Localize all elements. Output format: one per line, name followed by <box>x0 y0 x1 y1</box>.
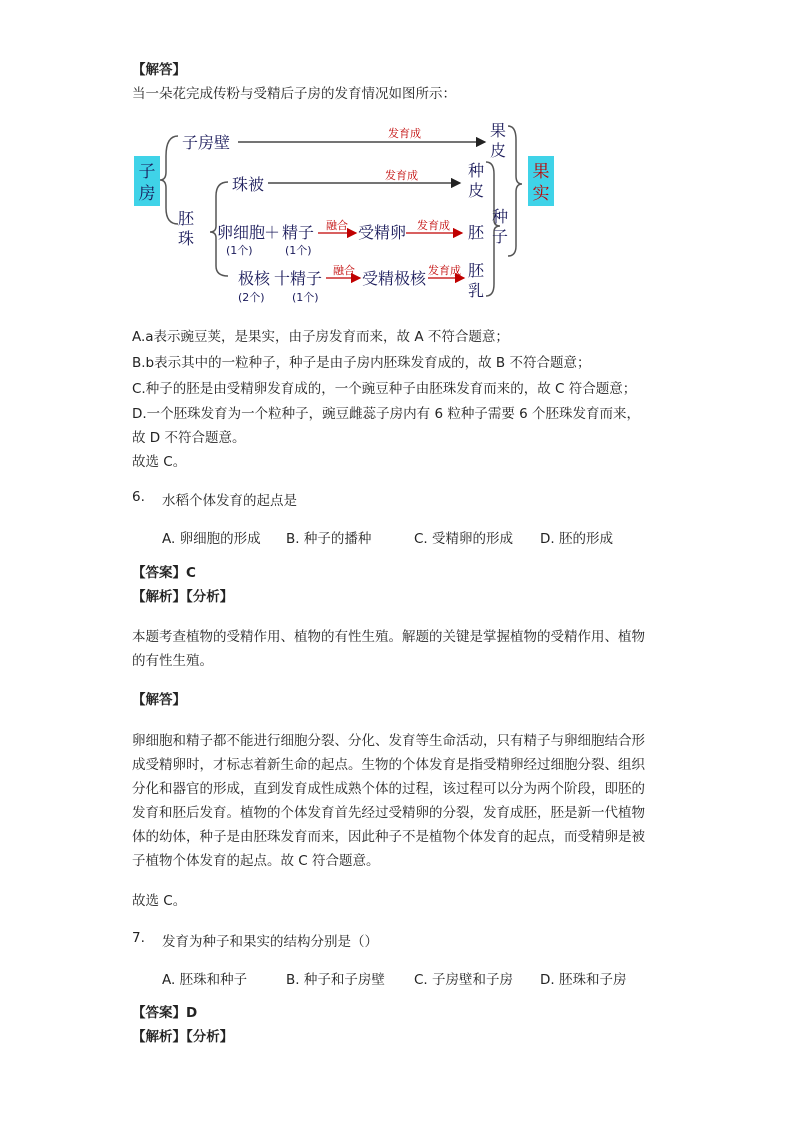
pericarp-char-1: 果 <box>490 121 507 140</box>
seed-char-2: 子 <box>492 227 509 246</box>
intro-text: 当一朵花完成传粉与受精后子房的发育情况如图所示： <box>132 86 456 102</box>
fuse-label-1: 融合 <box>326 219 348 232</box>
explanation-line-d: D.一个胚珠发育为一个粒种子，豌豆雌蕊子房内有 6 粒种子需要 6 个胚珠发育而来， <box>132 406 641 422</box>
sperm-count-1: (1个) <box>285 244 312 257</box>
fruit-char-2: 实 <box>532 184 550 204</box>
q6-solution-1: 卵细胞和精子都不能进行细胞分裂、分化、发育等生命活动，只有精子与卵细胞结合形 <box>132 733 645 749</box>
q7-option-a: A. 胚珠和种子 <box>162 972 248 988</box>
q6-solution-6: 子植物个体发育的起点。故 C 符合题意。 <box>132 853 380 869</box>
explanation-line-d2: 故 D 不符合题意。 <box>132 430 246 446</box>
q6-jieda: 【解答】 <box>132 692 186 708</box>
q6-conclusion: 故选 C。 <box>132 893 187 909</box>
seedcoat-char-2: 皮 <box>468 181 485 200</box>
q6-option-c: C. 受精卵的形成 <box>414 531 514 547</box>
develop-label-4: 发育成 <box>428 264 461 277</box>
q7-option-d: D. 胚珠和子房 <box>540 972 627 988</box>
q7-stem: 发育为种子和果实的结构分别是（） <box>162 934 378 950</box>
conclusion-1: 故选 C。 <box>132 454 187 470</box>
q6-answer: 【答案】C <box>132 565 196 581</box>
ovary-char-1: 子 <box>138 162 156 182</box>
egg-label: 卵细胞 <box>217 223 266 242</box>
q7-answer: 【答案】D <box>132 1005 198 1021</box>
explanation-line-c: C.种子的胚是由受精卵发育成的，一个豌豆种子由胚珠发育而来的，故 C 符合题意； <box>132 381 637 397</box>
q7-option-b: B. 种子和子房壁 <box>286 972 385 988</box>
endosperm-char-2: 乳 <box>468 281 485 300</box>
polar-count: (2个) <box>238 291 265 304</box>
ovary-char-2: 房 <box>138 184 156 204</box>
develop-label-2: 发育成 <box>385 169 418 182</box>
fertilized-egg-label: 受精卵 <box>358 223 407 242</box>
q6-option-b: B. 种子的播种 <box>286 531 372 547</box>
endosperm-char-1: 胚 <box>468 261 485 280</box>
seedcoat-char-1: 种 <box>468 161 485 180</box>
fuse-label-2: 融合 <box>333 264 355 277</box>
sperm-count-2: (1个) <box>292 291 319 304</box>
q6-analysis-2: 的有性生殖。 <box>132 653 213 669</box>
q7-jiexi: 【解析】【分析】 <box>132 1029 234 1045</box>
pericarp-char-2: 皮 <box>490 141 507 160</box>
ovary-development-diagram <box>130 116 560 312</box>
ovule-char-2: 珠 <box>178 229 195 248</box>
ovary-wall-label: 子房壁 <box>182 133 231 152</box>
sperm-label-2: 精子 <box>290 269 323 288</box>
q6-option-a: A. 卵细胞的形成 <box>162 531 261 547</box>
q6-number: 6. <box>132 489 145 505</box>
q6-jiexi: 【解析】【分析】 <box>132 589 234 605</box>
seed-char-1: 种 <box>492 207 509 226</box>
q7-option-c: C. 子房壁和子房 <box>414 972 514 988</box>
ovule-char-1: 胚 <box>178 209 195 228</box>
q6-solution-3: 分化和器官的形成，直到发育成性成熟个体的过程，该过程可以分为两个阶段，即胚的 <box>132 781 645 797</box>
develop-label-1: 发育成 <box>388 127 421 140</box>
q6-analysis-1: 本题考查植物的受精作用、植物的有性生殖。解题的关键是掌握植物的受精作用、植物 <box>132 629 645 645</box>
q6-solution-4: 发育和胚后发育。植物的个体发育首先经过受精卵的分裂，发育成胚，胚是新一代植物 <box>132 805 645 821</box>
q7-number: 7. <box>132 930 145 946</box>
jieda-heading-1: 【解答】 <box>132 62 186 78</box>
egg-count: (1个) <box>226 244 253 257</box>
embryo-label: 胚 <box>468 223 485 242</box>
q6-option-d: D. 胚的形成 <box>540 531 613 547</box>
plus-2: 十 <box>274 269 291 288</box>
integument-label: 珠被 <box>232 175 265 194</box>
q6-stem: 水稻个体发育的起点是 <box>162 493 297 509</box>
fruit-char-1: 果 <box>532 162 550 182</box>
q6-solution-5: 体的幼体，种子是由胚珠发育而来，因此种子不是植物个体发育的起点，而受精卵是被 <box>132 829 645 845</box>
q6-solution-2: 成受精卵时，才标志着新生命的起点。生物的个体发育是指受精卵经过细胞分裂、组织 <box>132 757 645 773</box>
fert-polar-label: 受精极核 <box>362 269 427 288</box>
develop-label-3: 发育成 <box>417 219 450 232</box>
explanation-line-b: B.b表示其中的一粒种子，种子是由子房内胚珠发育成的，故 B 不符合题意； <box>132 355 591 371</box>
explanation-line-a: A.a表示豌豆荚，是果实，由子房发育而来，故 A 不符合题意； <box>132 329 509 345</box>
plus-1: ＋ <box>264 223 281 242</box>
polar-label: 极核 <box>238 269 271 288</box>
sperm-label-1: 精子 <box>282 223 315 242</box>
